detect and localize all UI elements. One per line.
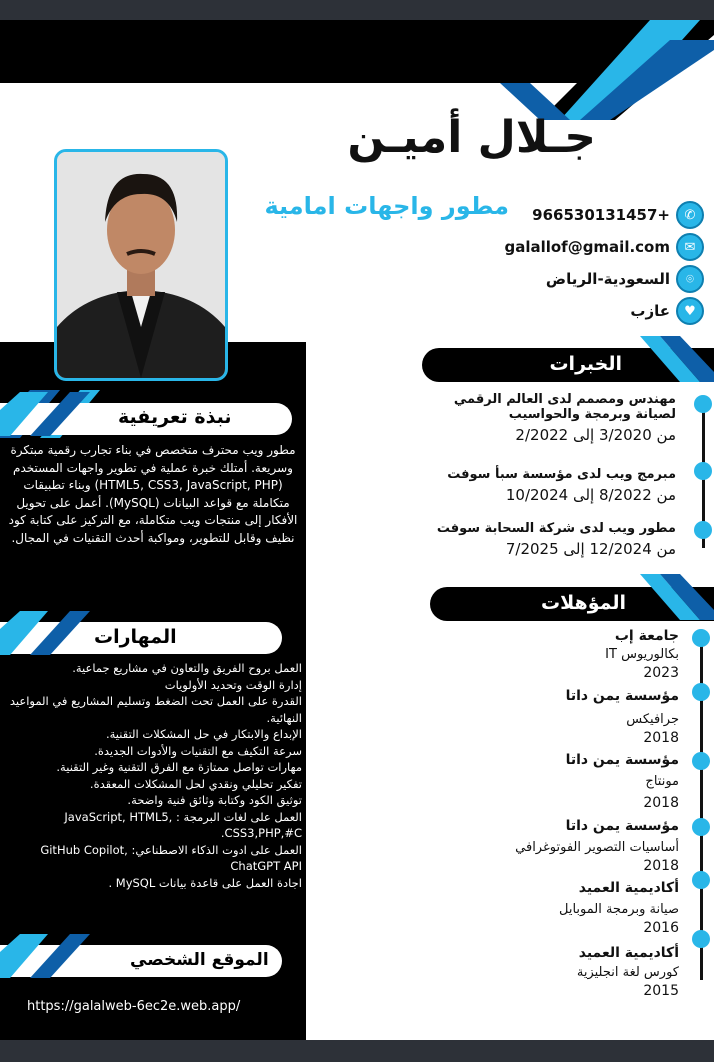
qualification-subject: صيانة وبرمجة الموبايل: [558, 902, 679, 917]
timeline-dot: [694, 462, 712, 480]
experience-item: [416, 392, 676, 444]
website-link[interactable]: https://galalweb-6ec2e.web.app/: [27, 999, 241, 1014]
timeline-dot: [692, 752, 710, 770]
skill-item: • اجادة العمل على قاعدة بيانات MySQL .: [4, 875, 302, 892]
qualifications-stripes: [630, 574, 714, 622]
website-title: الموقع الشخصي: [130, 950, 269, 970]
qualification-item: [566, 688, 679, 746]
profile-photo: [54, 149, 228, 381]
qualification-subject: مونتاج: [645, 774, 679, 789]
qualification-subject: جرافيكس: [626, 712, 679, 727]
skill-item: • توثيق الكود وكتابة وثائق فنية واضحة.: [4, 792, 302, 809]
qualification-year: 2016: [643, 920, 679, 936]
about-text: مطور ويب محترف متخصص في بناء تجارب رقمية مبتكرة وسريعة. أمتلك خبرة عملية في تطوير واجهات المستخدم (HTML5, CSS3, JavaScript, PHP) وبناء تطبيقات متكاملة مع قواعد البيانات (MySQL). أعمل على تحويل الأفكار إلى منتجات ويب متكاملة، مع التركيز على كتابة كود نظيف وقابل للتطوير، ومواكبة أحدث التقنيات في المجال.: [8, 443, 298, 545]
qualification-item: [577, 945, 679, 999]
experience-item: [416, 467, 676, 504]
skill-item: • تفكير تحليلي ونقدي لحل المشكلات المعقدة.: [4, 776, 302, 793]
contact-location: [546, 265, 704, 293]
experience-dates: من 12/2024 إلى 7/2025: [505, 540, 676, 558]
experience-dates: من 3/2020 إلى 2/2022: [515, 426, 676, 444]
qualifications-title: المؤهلات: [541, 592, 626, 614]
qualification-item: [605, 628, 679, 681]
qualification-org: مؤسسة يمن داتا: [565, 818, 679, 834]
phone-icon: ✆: [676, 201, 704, 229]
location-icon: ⌾: [676, 265, 704, 293]
contact-status: [630, 297, 704, 325]
location-text: السعودية-الرياض: [545, 270, 670, 288]
qualification-item: [566, 752, 679, 811]
skill-item: • الإبداع والابتكار في حل المشكلات التقنية.: [4, 726, 302, 743]
qualification-year: 2018: [643, 795, 679, 811]
qualification-year: 2023: [643, 665, 679, 681]
experience-role: مهندس ومصمم لدى العالم الرقمي لصيانة وبرمجة والحواسيب: [453, 392, 676, 422]
qualification-org: أكاديمية العميد: [578, 945, 679, 961]
experience-role: مطور ويب لدى شركة السحابة سوفت: [436, 521, 676, 536]
qualification-org: مؤسسة يمن داتا: [565, 688, 679, 704]
qualification-subject: كورس لغة انجليزية: [576, 965, 679, 980]
timeline-dot: [694, 395, 712, 413]
top-bar: [0, 0, 714, 20]
experience-role: مبرمج ويب لدى مؤسسة سبأ سوفت: [447, 467, 676, 482]
header-stripes: [500, 20, 714, 120]
qualification-subject: أساسيات التصوير الفوتوغرافي: [515, 840, 679, 855]
timeline-dot: [692, 930, 710, 948]
person-name: جـلال أميـن: [347, 112, 596, 163]
qualification-year: 2018: [643, 730, 679, 746]
skills-list: [4, 660, 318, 891]
timeline-dot: [692, 629, 710, 647]
qualification-year: 2018: [643, 858, 679, 874]
qualification-item: [515, 818, 679, 874]
timeline-dot: [692, 871, 710, 889]
skill-item: • العمل على ادوت الذكاء الاصطناعي: GitHub Copilot, ChatGPT API: [4, 842, 302, 875]
job-title: مطور واجهات امامية: [264, 192, 509, 220]
skill-item: • العمل على لغات البرمجة : JavaScript, HTML5, CSS3,PHP,#C.: [4, 809, 302, 842]
contact-email: [504, 233, 704, 261]
website-stripes: [0, 934, 110, 978]
experience-title: الخبرات: [549, 353, 622, 375]
heart-icon: ♥: [676, 297, 704, 325]
email-icon: ✉: [676, 233, 704, 261]
qualification-year: 2015: [643, 983, 679, 999]
contact-phone: [532, 201, 704, 229]
qualification-org: مؤسسة يمن داتا: [565, 752, 679, 768]
experience-item: [416, 521, 676, 558]
timeline-dot: [692, 683, 710, 701]
phone-text: +966530131457: [532, 206, 670, 224]
bottom-bar: [0, 1040, 714, 1062]
skill-item: • إدارة الوقت وتحديد الأولويات: [4, 677, 302, 694]
skill-item: • العمل بروح الفريق والتعاون في مشاريع جماعية.: [4, 660, 302, 677]
qualification-item: [559, 880, 679, 936]
timeline-dot: [694, 521, 712, 539]
about-title: نبذة تعريفية: [118, 406, 232, 428]
qualification-org: أكاديمية العميد: [578, 880, 679, 896]
status-text: عازب: [630, 302, 670, 320]
skill-item: • القدرة على العمل تحت الضغط وتسليم المشاريع في المواعيد النهائية.: [4, 693, 302, 726]
skill-item: • مهارات تواصل ممتازة مع الفرق التقنية وغير التقنية.: [4, 759, 302, 776]
experience-stripes: [630, 336, 714, 384]
timeline-dot: [692, 818, 710, 836]
email-text: galallof@gmail.com: [504, 238, 670, 256]
experience-dates: من 8/2022 إلى 10/2024: [505, 486, 676, 504]
about-stripes-front: [0, 392, 110, 436]
skills-title: المهارات: [94, 626, 177, 648]
skill-item: • سرعة التكيف مع التقنيات والأدوات الجديدة.: [4, 743, 302, 760]
qualification-subject: بكالوريوس IT: [605, 647, 679, 662]
qualification-org: جامعة إب: [614, 628, 679, 644]
